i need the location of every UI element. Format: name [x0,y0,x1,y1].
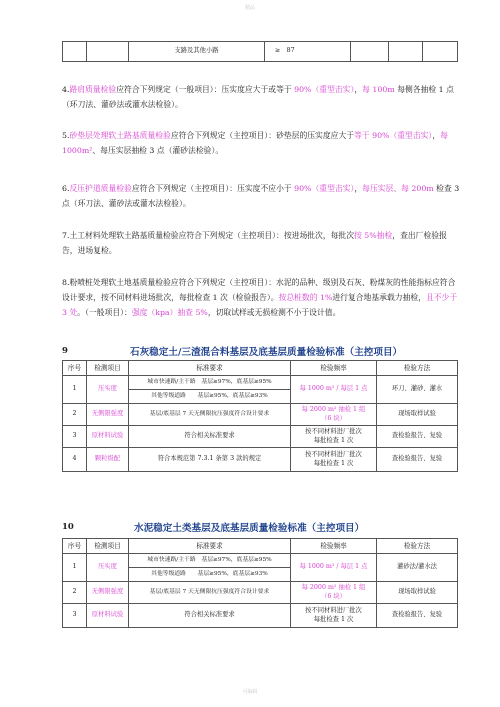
table-row: 3 原材料试验 符合相关标准要求 按不同材料进厂批次 每批检查 1 次 查检验报告、复验 [63,426,458,448]
table-row: 1 压实度 城市快速路/主干路 基层≥97%，底基层≥95% 每 1000 m² / 每层 1 点 环刀、灌砂、灌水 [63,376,458,390]
table-header-row: 序号 检测项目 标准要求 检验频率 检验方法 [63,539,458,554]
table-header-row: 序号 检测项目 标准要求 检验频率 检验方法 [63,361,458,376]
table-row: 3 原材料试验 符合相关标准要求 按不同材料进厂批次 每批检查 1 次 查检验报告、复验 [63,604,458,628]
section-9-number: 9 [62,346,68,356]
section-9-table [62,360,458,472]
paragraph-6: 6.反压护道质量检验应符合下列规定（主控项目）：压实度不应小于 90%（重型击实），每压实层、每 200m 检查 3 点（环刀法、灌砂法或灌水法检验）。 [62,184,460,209]
continued-table [62,41,458,62]
section-10-table [62,538,458,628]
section-10-title: 水泥稳定土类基层及底基层质量检验标准（主控项目） [134,523,365,534]
road-class-cell: 支路及其他小路 [129,42,265,62]
watermark-bottom: 可编辑 [242,689,258,695]
paragraph-8: 8.粉喷桩处理软土地基质量检验应符合下列规定（主控项目）：水泥的品种、级别及石灰、粉煤灰的性能指标应符合设计要求，按不同材料进场批次，每批检查 1 次（检验报告）。按总桩数的 1%进行复合地基承载力抽检，且不少于 3 处。（一般项目）：强度（kpa）抽查 5%，切取试样或无损检测不小于设计值。 [62,278,458,318]
paragraph-4: 4.路肩质量检验应符合下列规定（一般项目）：压实度应大于或等于 90%（重型击实），每 100m 每侧各抽检 1 点（环刀法、灌砂法或灌水法检验）。 [62,85,454,110]
paragraph-7: 7.土工材料处理软土路基质量检验应符合下列规定（主控项目）：按进场批次，每批次按 5%抽检，查出厂检验报告，进场复检。 [62,231,447,256]
table-row: 4 颗粒级配 符合本规范第 7.3.1 条第 3 款的规定 按不同材料进厂批次 每批检查 1 次 查检验报告、复验 [63,448,458,472]
table-row: 1 压实度 城市快速路/主干路 基层≥97%，底基层≥95% 每 1000 m² / 每层 1 点 灌砂法/灌水法 [63,554,458,568]
paragraph-5: 5.砂垫层处理软土路基质量检验应符合下列规定（主控项目）：砂垫层的压实度应大于等于 90%（重型击实），每 1000m²、每压实层抽检 3 点（灌砂法检验）。 [62,131,448,156]
watermark-top: 精品 [244,5,255,11]
table-row: 2 无侧限强度 基层/底基层 7 天无侧限抗压强度符合设计要求 每 2000 m² 抽检 1 组 （6 块） 现场取样试验 [63,404,458,426]
section-10-number: 10 [62,522,74,532]
table-row: 2 无侧限强度 基层/底基层 7 天无侧限抗压强度符合设计要求 每 2000 m² 抽检 1 组 （6 块） 现场取样试验 [63,582,458,604]
table-row: 其他等级道路 基层≥95%，底基层≥93% [63,568,458,582]
section-9-title: 石灰稳定土/三渣混合料基层及底基层质量检验标准（主控项目） [130,347,403,358]
table-row: 其他等级道路 基层≥95%，底基层≥93% [63,390,458,404]
value-cell: ≥ 87 [265,42,351,62]
